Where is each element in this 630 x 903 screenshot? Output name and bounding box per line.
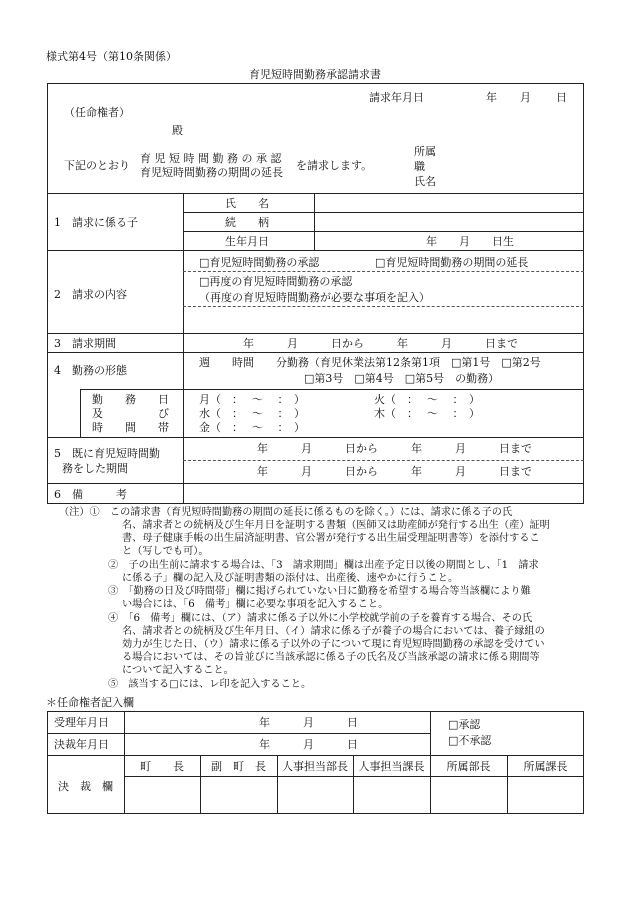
section-3-label: 3 請求期間 — [54, 337, 116, 350]
request-date-label: 請求年月日 — [369, 91, 424, 104]
received-date-label: 受理年月日 — [54, 716, 109, 729]
role-dept-manager: 所属課長 — [523, 760, 568, 773]
note-line: 名、請求者との続柄及び生年月日、（イ）請求に係る子が養子の場合においては、養子縁組の — [122, 626, 545, 637]
section-2-label: 2 請求の内容 — [54, 288, 127, 301]
workdays-label-3: 時 間 帯 — [92, 421, 169, 434]
section-5-label-2: 務をした期間 — [62, 462, 128, 475]
wednesday-hours[interactable]: 水（ ： 〜 ： ） — [199, 407, 305, 420]
section-4-label: 4 勤務の形態 — [54, 364, 127, 377]
past-period-1[interactable]: 年 月 日から 年 月 日まで — [257, 442, 532, 455]
request-suffix: を請求します。 — [296, 159, 373, 172]
applicant-name-label: 氏名 — [414, 175, 436, 188]
content-detail-field[interactable] — [184, 307, 584, 333]
reject-checkbox[interactable]: □不承認 — [448, 734, 492, 747]
friday-hours[interactable]: 金（ ： 〜 ： ） — [199, 421, 305, 434]
stamp-dept-manager[interactable] — [508, 777, 583, 813]
work-hours-line2[interactable]: □第3号 □第4号 □第5号 の勤務） — [304, 372, 500, 385]
note-line: 書、母子健康手帳の出生届済証明書、官公署が発行する出生届受理証明書等）を添付するこ — [122, 533, 540, 544]
option-approval: 育 児 短 時 間 勤 務 の 承 認 — [140, 152, 282, 165]
stamp-mayor[interactable] — [125, 777, 200, 813]
role-hr-manager: 人事担当課長 — [358, 760, 425, 773]
child-relation-field[interactable] — [314, 213, 584, 231]
reapproval-note: （再度の育児短時間勤務が必要な事項を記入） — [199, 291, 430, 304]
received-date-value[interactable]: 年 月 日 — [259, 716, 358, 729]
monday-hours[interactable]: 月（ ： 〜 ： ） — [199, 393, 305, 406]
note-line: 効力が生じた日、（ウ）請求に係る子以外の子について現に育児短時間勤務の承認を受けてい — [122, 639, 545, 650]
section-5-label: 5 既に育児短時間勤 — [54, 447, 160, 460]
child-birth-value[interactable]: 年 月 日生 — [426, 235, 514, 248]
section-6-label: 6 備 考 — [54, 488, 127, 501]
role-hr-director: 人事担当部長 — [282, 760, 348, 773]
dono-label: 殿 — [172, 124, 183, 137]
page-title: 育児短時間勤務承認請求書 — [249, 68, 381, 81]
child-birth-label: 生年月日 — [225, 235, 269, 248]
workdays-label-2: 及 び — [92, 407, 169, 420]
kessai-label: 決 裁 欄 — [58, 780, 113, 793]
option-extension: 育児短時間勤務の期間の延長 — [140, 166, 283, 179]
child-name-field[interactable] — [314, 194, 584, 212]
note-line: （注）① この請求書（育児短時間勤務の期間の延長に係るものを除く。）には、請求に係る子の氏 — [59, 507, 513, 518]
note-line: 名、請求者との続柄及び生年月日を証明する書類（医師又は助産師が発行する出生（産）証明 — [122, 520, 550, 531]
work-hours-line1[interactable]: 週 時間 分勤務（育児休業法第12条第1項 □第1号 □第2号 — [199, 356, 541, 369]
form-code: 様式第4号（第10条関係） — [46, 50, 177, 63]
request-period-value[interactable]: 年 月 日から 年 月 日まで — [243, 337, 518, 350]
request-date-year[interactable]: 年 — [486, 91, 497, 104]
note-line: ③ 「勤務の日及び時間帯」欄に掲げられていない日に勤務を希望する場合等当該欄により難 — [108, 586, 531, 597]
note-line: い場合には、「6 備考」欄に必要な事項を記入すること。 — [122, 599, 389, 610]
kiki-label: 下記のとおり — [64, 159, 130, 172]
affiliation-label: 所属 — [414, 145, 436, 158]
workdays-label-1: 勤 務 日 — [92, 393, 169, 406]
note-line: ④ 「6 備考」欄には、（ア）請求に係る子以外に小学校就学前の子を養育する場合、その氏 — [108, 613, 533, 624]
role-dept-director: 所属部長 — [446, 760, 491, 773]
section-1-label: 1 請求に係る子 — [54, 216, 138, 229]
note-line: ⑤ 該当する□には、レ印を記入すること。 — [108, 679, 312, 690]
request-date-month[interactable]: 月 — [520, 91, 531, 104]
role-deputy-mayor: 副 町 長 — [211, 760, 266, 773]
decision-date-value[interactable]: 年 月 日 — [259, 738, 358, 751]
stamp-dept-director[interactable] — [431, 777, 507, 813]
role-mayor: 町 長 — [140, 760, 184, 773]
note-line: について記入すること。 — [122, 665, 234, 676]
remarks-field[interactable] — [184, 484, 584, 504]
thursday-hours[interactable]: 木（ ： 〜 ： ） — [374, 407, 480, 420]
note-line: と（写しでも可）。 — [122, 546, 209, 557]
admin-heading: ＊任命権者記入欄 — [46, 696, 134, 709]
approve-checkbox[interactable]: □承認 — [448, 718, 481, 731]
appointer-label: （任命権者） — [64, 106, 130, 119]
past-period-2[interactable]: 年 月 日から 年 月 日まで — [257, 465, 532, 478]
check-extension[interactable]: □育児短時間勤務の期間の延長 — [375, 256, 529, 269]
check-approval[interactable]: □育児短時間勤務の承認 — [199, 256, 320, 269]
child-relation-label: 続 柄 — [225, 216, 269, 229]
note-line: に係る子」欄の記入及び証明書類の添付は、出産後、速やかに行うこと。 — [122, 573, 459, 584]
stamp-hr-manager[interactable] — [354, 777, 430, 813]
request-date-day[interactable]: 日 — [556, 91, 567, 104]
note-line: ② 子の出生前に請求する場合は、「3 請求期間」欄は出産予定日以後の期間とし、「1 請求 — [108, 560, 539, 571]
child-name-label: 氏 名 — [225, 197, 269, 210]
position-label: 職 — [414, 160, 425, 173]
note-line: る場合においては、その旨並びに当該承認に係る子の氏名及び当該承認の請求に係る期間等 — [122, 652, 540, 663]
decision-date-label: 決裁年月日 — [54, 738, 109, 751]
tuesday-hours[interactable]: 火（ ： 〜 ： ） — [374, 393, 480, 406]
check-reapproval[interactable]: □再度の育児短時間勤務の承認 — [199, 275, 353, 288]
stamp-hr-director[interactable] — [278, 777, 353, 813]
stamp-deputy-mayor[interactable] — [201, 777, 277, 813]
